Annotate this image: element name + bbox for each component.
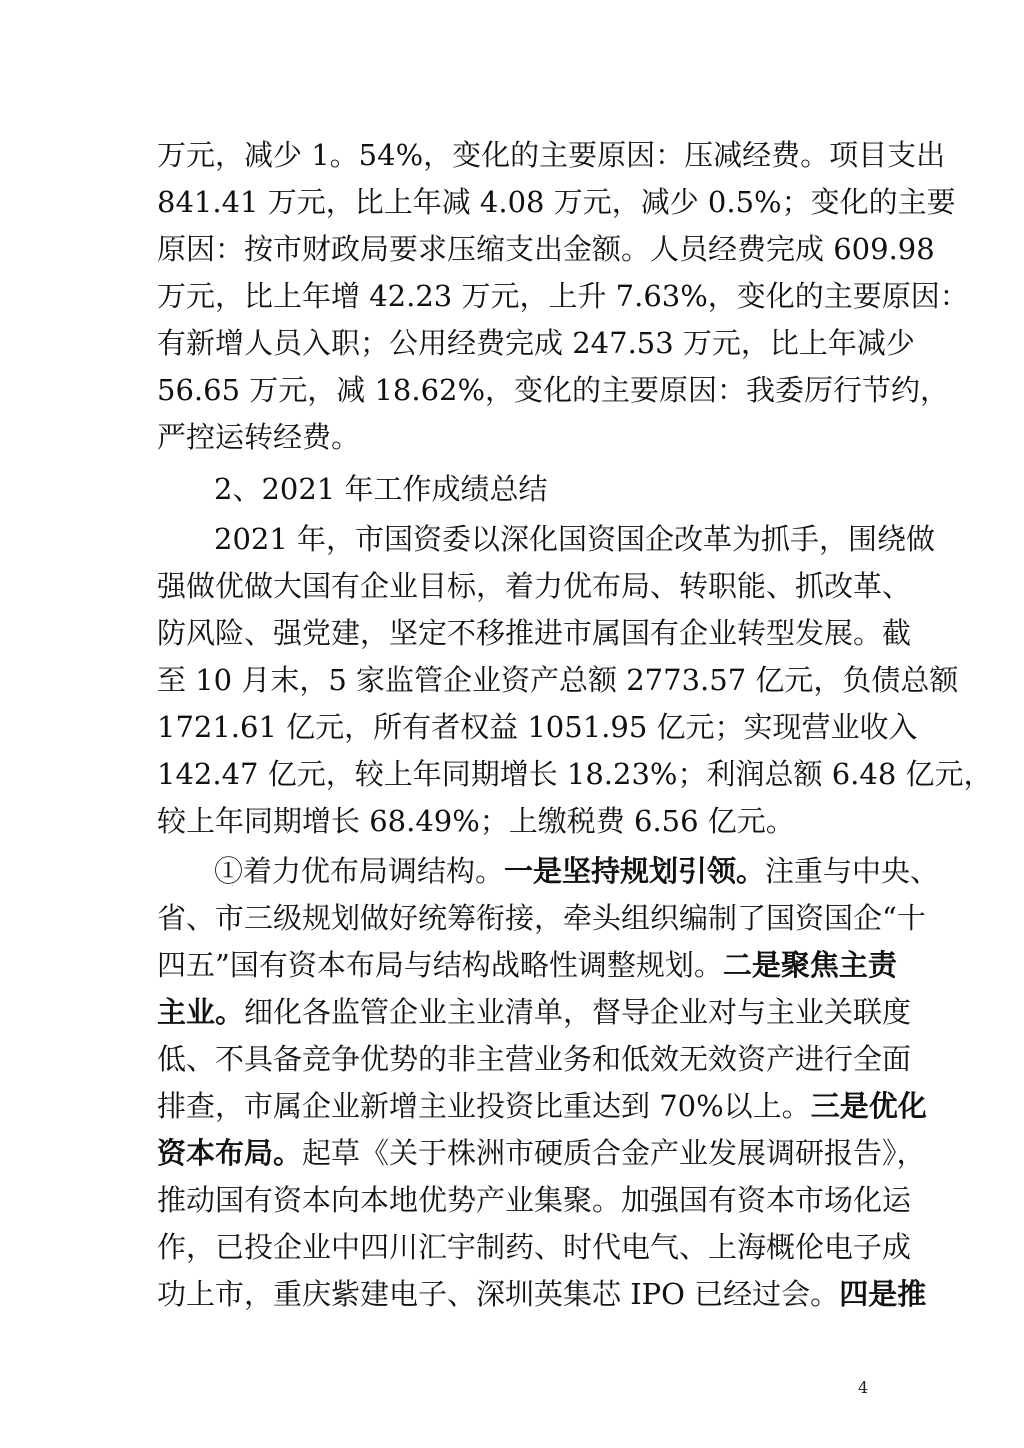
text-segment: 低、不具备竞争优势的非主营业务和低效无效资产进行全面 bbox=[157, 1042, 912, 1076]
text-segment: 2021 年，市国资委以深化国资国企改革为抓手，围绕做 bbox=[214, 522, 936, 556]
text-segment: 较上年同期增长 68.49%；上缴税费 6.56 亿元。 bbox=[157, 804, 795, 838]
body-text-line bbox=[157, 793, 869, 849]
text-segment: 有新增人员入职；公用经费完成 247.53 万元，比上年减少 bbox=[157, 326, 915, 360]
bold-text-segment: 三是优化 bbox=[810, 1089, 927, 1123]
body-text-line bbox=[157, 1266, 927, 1322]
bold-text-segment: 二是聚焦主责 bbox=[722, 948, 897, 982]
page-number: 4 bbox=[858, 1378, 869, 1397]
text-segment: 细化各监管企业主业清单，督导企业对与主业关联度 bbox=[244, 995, 912, 1029]
text-segment: ①着力优布局调结构。 bbox=[214, 854, 505, 888]
text-segment: 省、市三级规划做好统筹衔接，牵头组织编制了国资国企“十 bbox=[157, 901, 926, 935]
bold-text-segment: 一是坚持规划引领。 bbox=[504, 854, 766, 888]
text-segment: 万元，比上年增 42.23 万元，上升 7.63%，变化的主要原因： bbox=[157, 279, 969, 313]
bold-text-segment: 四是推 bbox=[839, 1277, 927, 1311]
text-segment: 2、2021 年工作成绩总结 bbox=[214, 472, 548, 506]
text-segment: 功上市，重庆紫建电子、深圳英集芯 IPO 已经过会。 bbox=[157, 1277, 840, 1311]
text-segment: 至 10 月末，5 家监管企业资产总额 2773.57 亿元，负债总额 bbox=[157, 663, 959, 697]
text-segment: 严控运转经费。 bbox=[157, 420, 361, 454]
text-segment: 1721.61 亿元，所有者权益 1051.95 亿元；实现营业收入 bbox=[157, 710, 918, 744]
text-segment: 万元，减少 1。54%，变化的主要原因：压减经费。项目支出 bbox=[157, 138, 946, 172]
text-segment: 起草《关于株洲市硬质合金产业发展调研报告》， bbox=[302, 1136, 926, 1170]
text-segment: 注重与中央、 bbox=[765, 854, 940, 888]
text-segment: 强做优做大国有企业目标，着力优布局、转职能、抓改革、 bbox=[157, 569, 912, 603]
bold-text-segment: 主业。 bbox=[157, 995, 245, 1029]
text-segment: 142.47 亿元，较上年同期增长 18.23%；利润总额 6.48 亿元， bbox=[157, 757, 993, 791]
text-segment: 作，已投企业中四川汇宇制药、时代电气、上海概伦电子成 bbox=[157, 1230, 912, 1264]
text-segment: 排查，市属企业新增主业投资比重达到 70%以上。 bbox=[157, 1089, 811, 1123]
text-segment: 四五”国有资本布局与结构战略性调整规划。 bbox=[157, 948, 723, 982]
section-heading bbox=[214, 461, 869, 517]
text-segment: 56.65 万元，减 18.62%，变化的主要原因：我委厉行节约， bbox=[157, 373, 950, 407]
text-segment: 防风险、强党建，坚定不移推进市属国有企业转型发展。截 bbox=[157, 616, 912, 650]
text-segment: 841.41 万元，比上年减 4.08 万元，减少 0.5%；变化的主要 bbox=[157, 185, 956, 219]
body-text-line bbox=[157, 409, 869, 465]
text-segment: 推动国有资本向本地优势产业集聚。加强国有资本市场化运 bbox=[157, 1183, 912, 1217]
text-segment: 原因：按市财政局要求压缩支出金额。人员经费完成 609.98 bbox=[157, 232, 935, 266]
bold-text-segment: 资本布局。 bbox=[157, 1136, 303, 1170]
